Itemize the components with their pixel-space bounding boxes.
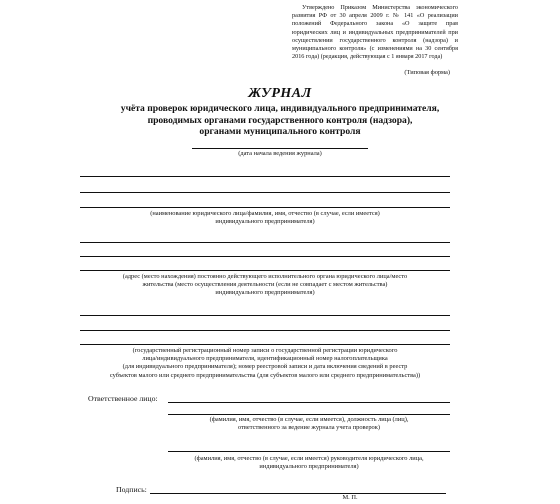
registration-caption: [60, 347, 470, 380]
name-field-line[interactable]: [80, 207, 450, 208]
caption-line: индивидуального предпринимателя): [259, 463, 359, 471]
subtitle-line: органами муниципального контроля: [199, 126, 361, 137]
caption-line: (фамилия, имя, отчество (в случае, если имеется) руководителя юридического лица,: [194, 455, 424, 462]
caption-line: (наименование юридического лица/фамилия, имя, отчество (в случае, если имеется): [150, 210, 380, 217]
responsible-field-line[interactable]: [168, 402, 450, 403]
registration-field-line[interactable]: [80, 330, 450, 331]
responsible-caption: [168, 416, 450, 432]
caption-line: индивидуального предпринимателя): [215, 218, 315, 226]
registration-field-line[interactable]: [80, 315, 450, 316]
caption-line: (адрес (место нахождения) постоянно действующего исполнительного органа юридического лица/место: [122, 273, 408, 280]
caption-line: (фамилия, имя, отчество (в случае, если имеется), должность лица (лиц),: [209, 416, 409, 423]
caption-line: жительства (место осуществления деятельности (если не совпадает с местом жительства): [142, 281, 388, 289]
caption-line: (государственный регистрационный номер записи о государственной регистрации юридического: [132, 347, 398, 354]
caption-line: (для индивидуального предпринимателя); номер реестровой записи и дата включения сведений в реестр: [122, 363, 408, 371]
registration-field-line[interactable]: [80, 344, 450, 345]
head-field-line[interactable]: [168, 451, 450, 452]
approval-note: Утверждено Приказом Министерства экономического развития РФ от 30 апреля 2009 г. № 141 «О реализации положений Федерального закона «О защите прав юридических лиц и индивидуальных предпринимателей при осуществлении государственного контроля (надзора) и муниципального контроля» (с изменениями на 30 сентября 2016 года) (редакция, действующая с 1 января 2017 года): [292, 4, 458, 61]
signature-field[interactable]: [150, 493, 446, 494]
head-caption: [168, 455, 450, 471]
address-field-line[interactable]: [80, 242, 450, 243]
name-caption: [80, 210, 450, 226]
responsible-label: Ответственное лицо:: [88, 394, 158, 403]
responsible-field-line[interactable]: [168, 414, 450, 415]
caption-line: индивидуального предпринимателя): [215, 289, 315, 297]
journal-subtitle: [80, 103, 480, 138]
start-date-field[interactable]: [192, 148, 368, 149]
caption-line: лица/индивидуального предпринимателя, идентификационный номер налогоплательщика: [142, 355, 388, 363]
subtitle-line: проводимых органами государственного контроля (надзора),: [147, 114, 413, 126]
start-date-caption: (дата начала ведения журнала): [238, 150, 322, 157]
journal-title: ЖУРНАЛ: [248, 86, 312, 101]
stamp-caption: М. П.: [342, 494, 358, 501]
address-field-line[interactable]: [80, 256, 450, 257]
name-field-line[interactable]: [80, 176, 450, 177]
caption-line: ответственного за ведение журнала учета проверок): [238, 424, 380, 432]
subtitle-line: учёта проверок юридического лица, индивидуального предпринимателя,: [120, 103, 440, 114]
signature-label: Подпись:: [116, 485, 147, 494]
form-type-label: (Типовая форма): [404, 69, 450, 76]
caption-line: субъектов малого или среднего предпринимательства (для субъектов малого или среднего предпринимательства)): [109, 371, 421, 379]
name-field-line[interactable]: [80, 192, 450, 193]
address-field-line[interactable]: [80, 270, 450, 271]
address-caption: [80, 273, 450, 298]
